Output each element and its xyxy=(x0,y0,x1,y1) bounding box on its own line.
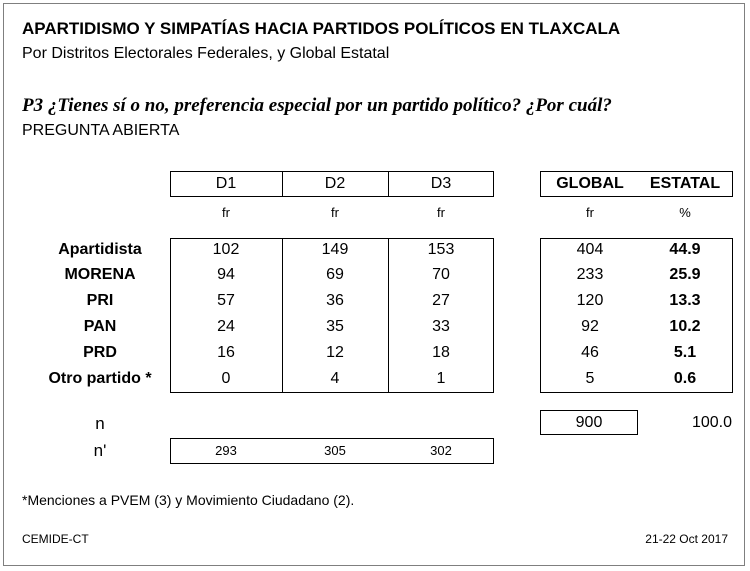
header-d2: D2 xyxy=(324,175,346,192)
row-label: PRD xyxy=(83,344,117,361)
footnote: *Menciones a PVEM (3) y Movimiento Ciudadano (2). xyxy=(22,492,355,508)
nprime-d3: 302 xyxy=(430,443,452,458)
row-label: Apartidista xyxy=(58,241,142,258)
cell-pct: 10.2 xyxy=(669,318,701,335)
cell-d3: 18 xyxy=(432,344,450,361)
question-text: P3 ¿Tienes sí o no, preferencia especial por un partido político? ¿Por cuál? xyxy=(22,95,612,116)
cell-pct: 13.3 xyxy=(669,292,701,309)
cell-pct: 0.6 xyxy=(673,370,697,387)
unit-global: fr xyxy=(586,205,594,220)
header-d3: D3 xyxy=(430,175,452,192)
unit-d2: fr xyxy=(331,205,339,220)
cell-d3: 1 xyxy=(436,370,446,387)
cell-global: 92 xyxy=(581,318,599,335)
cell-d1: 102 xyxy=(212,241,240,258)
source-label: CEMIDE-CT xyxy=(22,532,89,546)
cell-global: 46 xyxy=(581,344,599,361)
cell-d1: 24 xyxy=(217,318,235,335)
cell-d2: 35 xyxy=(326,318,344,335)
header-estatal: ESTATAL xyxy=(649,175,721,192)
unit-d3: fr xyxy=(437,205,445,220)
cell-d2: 4 xyxy=(330,370,340,387)
question-type: PREGUNTA ABIERTA xyxy=(22,122,180,139)
n-global: 900 xyxy=(575,414,603,431)
cell-pct: 44.9 xyxy=(669,241,701,258)
page-subtitle: Por Distritos Electorales Federales, y Global Estatal xyxy=(22,45,390,62)
cell-d2: 69 xyxy=(326,266,344,283)
cell-d3: 33 xyxy=(432,318,450,335)
nprime-label: n' xyxy=(93,441,107,460)
cell-d3: 27 xyxy=(432,292,450,309)
cell-d1: 0 xyxy=(221,370,231,387)
cell-d2: 12 xyxy=(326,344,344,361)
header-d1: D1 xyxy=(215,175,237,192)
date-label: 21-22 Oct 2017 xyxy=(645,532,728,546)
row-label: PAN xyxy=(83,318,117,335)
nprime-d1: 293 xyxy=(215,443,237,458)
cell-pct: 5.1 xyxy=(673,344,697,361)
unit-d1: fr xyxy=(222,205,230,220)
cell-global: 404 xyxy=(576,241,604,258)
cell-d1: 16 xyxy=(217,344,235,361)
nprime-d2: 305 xyxy=(324,443,346,458)
cell-d1: 94 xyxy=(217,266,235,283)
header-global: GLOBAL xyxy=(556,175,624,192)
cell-d1: 57 xyxy=(217,292,235,309)
row-label: Otro partido * xyxy=(48,370,152,387)
row-label: PRI xyxy=(86,292,114,309)
page-title: APARTIDISMO Y SIMPATÍAS HACIA PARTIDOS POLÍTICOS EN TLAXCALA xyxy=(22,19,621,38)
cell-d3: 153 xyxy=(427,241,455,258)
cell-d3: 70 xyxy=(432,266,450,283)
cell-pct: 25.9 xyxy=(669,266,701,283)
unit-pct: % xyxy=(679,205,691,220)
row-label: MORENA xyxy=(64,266,136,283)
cell-d2: 149 xyxy=(321,241,349,258)
n-pct: 100.0 xyxy=(691,414,732,431)
cell-global: 5 xyxy=(585,370,595,387)
cell-global: 120 xyxy=(576,292,604,309)
cell-global: 233 xyxy=(576,266,604,283)
cell-d2: 36 xyxy=(326,292,344,309)
n-label: n xyxy=(95,414,105,433)
